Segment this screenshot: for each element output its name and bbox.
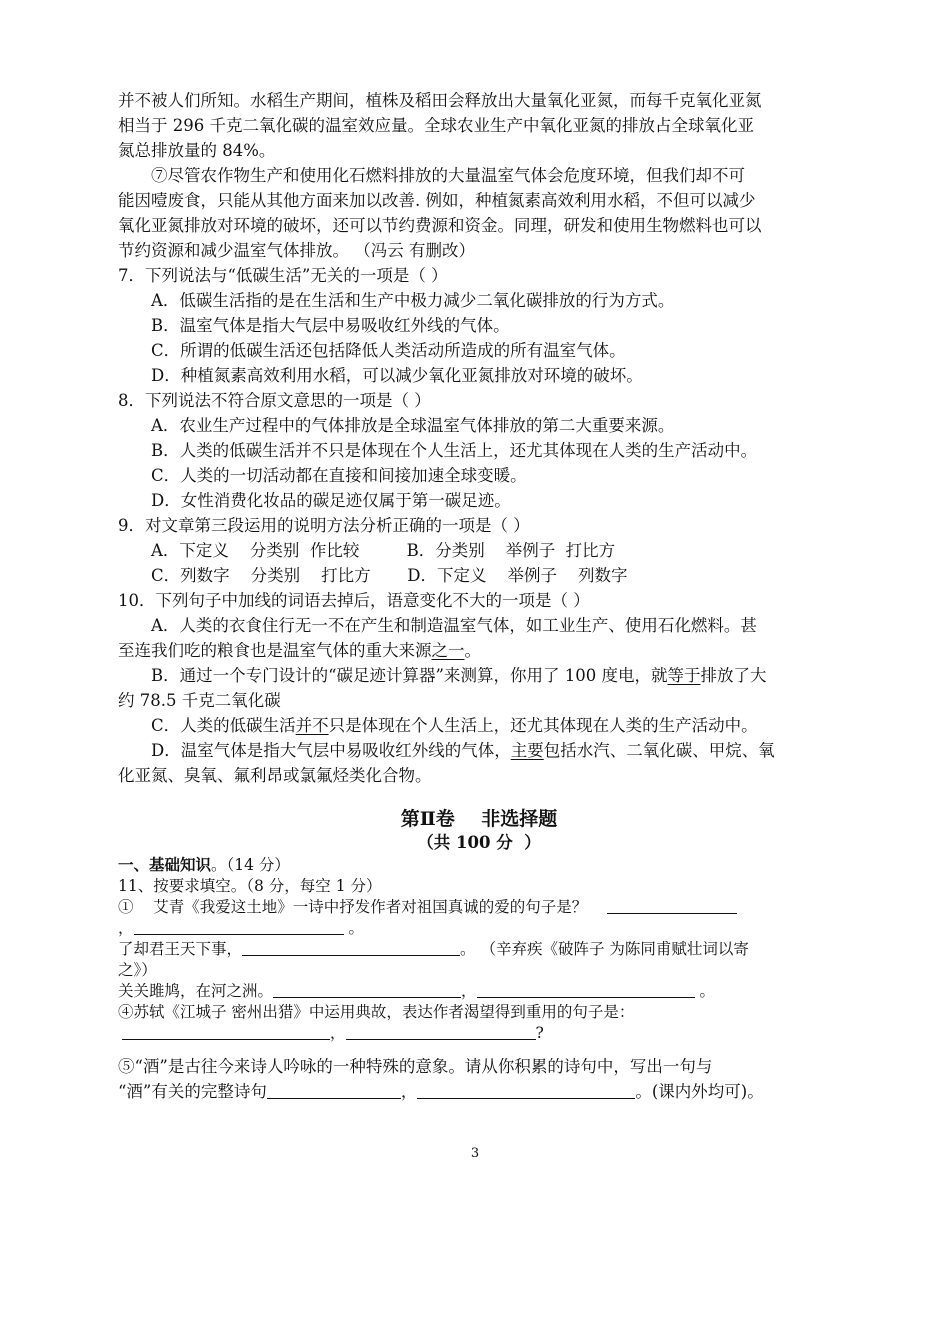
section-title: 第Ⅱ卷 非选择题 — [400, 808, 558, 830]
punctuation: ， — [330, 1024, 346, 1042]
passage-line: 氧化亚氮排放对环境的破坏，还可以节约费源和资金。同理，研发和使用生物燃料也可以 — [118, 216, 762, 235]
passage-line: 节约资源和减少温室气体排放。 （冯云 有删改） — [118, 241, 475, 260]
question-7-stem: 7．下列说法与“低碳生活”无关的一项是（ ） — [118, 266, 448, 285]
punctuation: ， — [400, 1082, 418, 1101]
punctuation: 。 — [348, 919, 364, 937]
fill-item-2 — [118, 939, 840, 960]
question-8-option-d: D．女性消费化妆品的碳足迹仅属于第一碳足迹。 — [151, 491, 511, 510]
question-10-option-a-line-1: A．人类的衣食住行无一不在产生和制造温室气体，如工业生产、使用石化燃料。甚 — [151, 616, 757, 635]
page-number: 3 — [470, 1146, 480, 1161]
question-10-option-d-line-2: 化亚氮、臭氧、氟利昂或氯氟烃类化合物。 — [118, 766, 432, 785]
answer-blank[interactable] — [242, 939, 460, 956]
fill-item-1 — [118, 897, 840, 918]
part-heading-label: 一、基础知识 — [118, 855, 212, 874]
punctuation: ， — [461, 982, 477, 1000]
underlined-word: 等于 — [667, 666, 701, 685]
fill-item-4-answers — [118, 1023, 840, 1044]
question-8-option-b: B．人类的低碳生活并不只是体现在个人生活上，还尤其体现在人类的生产活动中。 — [151, 441, 758, 460]
answer-blank[interactable] — [477, 981, 695, 998]
question-10-option-d-line-1 — [118, 738, 840, 763]
answer-blank[interactable] — [134, 918, 344, 935]
question-10-option-b-line-2: 约 78.5 千克二氧化碳 — [118, 691, 281, 710]
fill-prompt: 关关雎鸠，在河之洲。 — [118, 982, 274, 1000]
question-9-stem: 9．对文章第三段运用的说明方法分析正确的一项是（ ） — [118, 516, 530, 535]
passage-line: 能因噎废食，只能从其他方面来加以改善. 例如，种植氮素高效利用水稻，不但可以减少 — [118, 191, 756, 210]
question-7-option-a: A．低碳生活指的是在生活和生产中极力减少二氧化碳排放的行为方式。 — [151, 291, 675, 310]
option-text: 包括水汽、二氧化碳、甲烷、氧 — [543, 741, 775, 760]
question-10-option-b-line-1 — [118, 663, 840, 688]
question-11-stem: 11、按要求填空。（8 分，每空 1 分） — [118, 877, 382, 895]
fill-item-4: ④苏轼《江城子 密州出猎》中运用典故，表达作者渴望得到重用的句子是： — [118, 1003, 635, 1021]
answer-blank[interactable] — [267, 1082, 401, 1099]
question-7-option-b: B．温室气体是指大气层中易吸收红外线的气体。 — [151, 316, 510, 335]
question-10-option-c — [118, 713, 840, 738]
question-8-stem: 8．下列说法不符合原文意思的一项是（ ） — [118, 391, 431, 410]
fill-prompt: “酒”有关的完整诗句 — [118, 1082, 267, 1101]
answer-blank[interactable] — [122, 1023, 330, 1040]
answer-blank[interactable] — [607, 897, 737, 914]
fill-item-5: ⑤“酒”是古往今来诗人吟咏的一种特殊的意象。请从你积累的诗句中，写出一句与 — [118, 1057, 713, 1076]
passage-line: 氮总排放量的 84%。 — [118, 141, 276, 160]
passage-line: ⑦尽管农作物生产和使用化石燃料排放的大量温室气体会危度环境，但我们却不可 — [151, 166, 745, 185]
option-text: B．通过一个专门设计的“碳足迹计算器”来测算，你用了 100 度电，就 — [151, 666, 668, 685]
fill-prompt: 了却君王天下事， — [118, 940, 243, 958]
option-text: 只是体现在个人生活上，还尤其体现在人类的生产活动中。 — [328, 716, 758, 735]
answer-blank[interactable] — [273, 981, 461, 998]
punctuation: ? — [535, 1024, 544, 1042]
underlined-word: 并不 — [295, 716, 329, 735]
option-text: 至连我们吃的粮食也是温室气体的重大来源 — [118, 641, 432, 660]
question-9-options-row-1: A．下定义 分类别 作比较 B．分类别 举例子 打比方 — [151, 541, 616, 560]
exam-page — [118, 88, 840, 1104]
question-7-option-c: C．所谓的低碳生活还包括降低人类活动所造成的所有温室气体。 — [151, 341, 626, 360]
answer-blank[interactable] — [346, 1023, 536, 1040]
part-heading-score: 。（14 分） — [211, 856, 290, 874]
part-heading — [118, 854, 840, 876]
question-8-option-c: C．人类的一切活动都在直接和间接加速全球变暖。 — [151, 466, 527, 485]
punctuation: ， — [118, 919, 134, 937]
underlined-word: 之一 — [431, 641, 465, 660]
question-7-option-d: D．种植氮素高效利用水稻，可以减少氧化亚氮排放对环境的破坏。 — [151, 366, 643, 385]
fill-prompt: 。 （辛弃疾《破阵子 为陈同甫赋壮词以寄 — [460, 940, 749, 958]
option-text: D．温室气体是指大气层中易吸收红外线的气体， — [151, 741, 511, 760]
question-8-option-a: A．农业生产过程中的气体排放是全球温室气体排放的第二大重要来源。 — [151, 416, 675, 435]
passage-line: 并不被人们所知。水稻生产期间，植株及稻田会释放出大量氧化亚氮，而每千克氧化亚氮 — [118, 91, 762, 110]
option-text: C．人类的低碳生活 — [151, 716, 296, 735]
spacer — [118, 1044, 840, 1054]
underlined-word: 主要 — [510, 741, 544, 760]
fill-prompt: ① 艾青《我爱这土地》一诗中抒发作者对祖国真诚的爱的句子是？ — [118, 898, 588, 916]
answer-blank[interactable] — [417, 1082, 635, 1099]
punctuation: 。 — [699, 982, 715, 1000]
fill-item-3 — [118, 981, 840, 1002]
fill-item-2-continued: 之》） — [118, 961, 157, 979]
question-9-options-row-2: C．列数字 分类别 打比方 D．下定义 举例子 列数字 — [151, 566, 628, 585]
fill-item-1-continued — [118, 918, 840, 939]
section-subtitle: （共 100 分 ） — [417, 833, 541, 852]
question-10-stem: 10．下列句子中加线的词语去掉后，语意变化不大的一项是（ ） — [118, 591, 590, 610]
question-10-option-a-line-2 — [118, 638, 840, 663]
fill-item-5-continued — [118, 1079, 840, 1104]
punctuation: 。(课内外均可)。 — [635, 1082, 764, 1101]
passage-line: 相当于 296 千克二氧化碳的温室效应量。全球农业生产中氧化亚氮的排放占全球氧化亚 — [118, 116, 754, 135]
option-text: 。 — [464, 641, 481, 660]
option-text: 排放了大 — [700, 666, 767, 685]
